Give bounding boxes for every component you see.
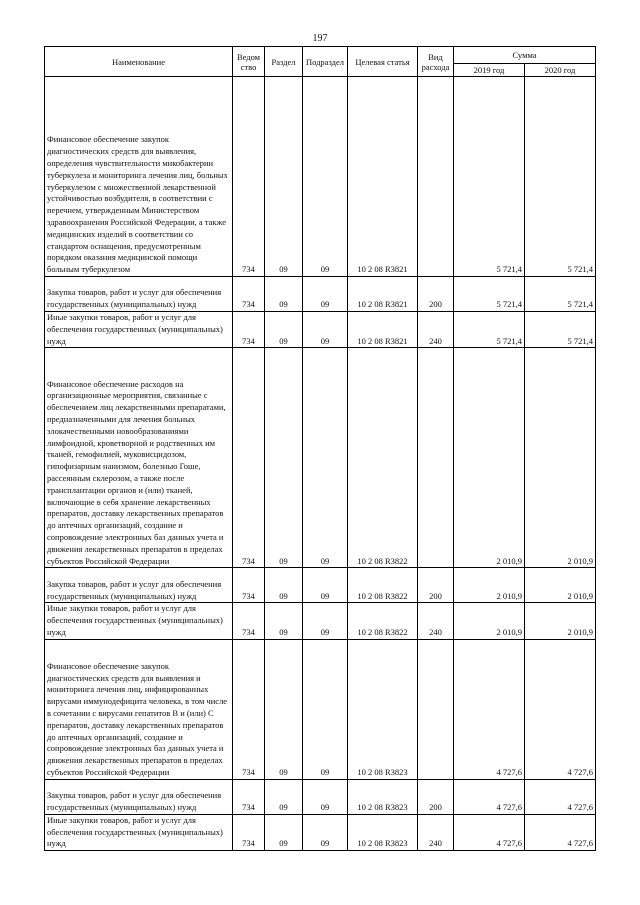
row-sum-2019: 2 010,9 (454, 603, 525, 639)
row-name: Иные закупки товаров, работ и услуг для обеспечения государственных (муниципальных) нужд (45, 603, 233, 639)
row-target: 10 2 08 R3821 (348, 312, 418, 348)
budget-table (44, 46, 596, 851)
header-section: Раздел (265, 47, 303, 77)
row-name: Иные закупки товаров, работ и услуг для обеспечения государственных (муниципальных) нужд (45, 312, 233, 348)
table-row (45, 568, 596, 603)
row-sum-2020: 2 010,9 (525, 603, 596, 639)
row-subsection: 09 (303, 568, 348, 603)
row-sum-2020: 5 721,4 (525, 277, 596, 312)
row-subsection: 09 (303, 779, 348, 814)
row-subsection: 09 (303, 348, 348, 568)
table-body (45, 77, 596, 851)
table-row (45, 814, 596, 850)
row-section: 09 (265, 312, 303, 348)
page-number: 197 (312, 33, 328, 44)
row-expense-type (418, 639, 454, 779)
row-section: 09 (265, 639, 303, 779)
row-ministry: 734 (233, 603, 265, 639)
row-name: Иные закупки товаров, работ и услуг для обеспечения государственных (муниципальных) нужд (45, 814, 233, 850)
row-section: 09 (265, 77, 303, 277)
row-ministry: 734 (233, 77, 265, 277)
row-sum-2020: 4 727,6 (525, 639, 596, 779)
row-sum-2019: 2 010,9 (454, 348, 525, 568)
row-section: 09 (265, 779, 303, 814)
header-target: Целевая статья (348, 47, 418, 77)
row-ministry: 734 (233, 568, 265, 603)
header-expense-type: Вид расхода (418, 47, 454, 77)
row-target: 10 2 08 R3823 (348, 779, 418, 814)
row-target: 10 2 08 R3823 (348, 814, 418, 850)
row-ministry: 734 (233, 312, 265, 348)
row-sum-2020: 4 727,6 (525, 779, 596, 814)
header-subsection: Подраздел (303, 47, 348, 77)
row-section: 09 (265, 814, 303, 850)
row-sum-2020: 2 010,9 (525, 348, 596, 568)
row-sum-2019: 4 727,6 (454, 779, 525, 814)
row-section: 09 (265, 277, 303, 312)
row-name: Закупка товаров, работ и услуг для обеспечения государственных (муниципальных) нужд (45, 568, 233, 603)
table-row (45, 277, 596, 312)
table-row (45, 779, 596, 814)
row-subsection: 09 (303, 312, 348, 348)
table-row (45, 77, 596, 277)
row-expense-type: 240 (418, 312, 454, 348)
table-row (45, 639, 596, 779)
row-sum-2019: 5 721,4 (454, 277, 525, 312)
row-target: 10 2 08 R3822 (348, 568, 418, 603)
row-sum-2020: 2 010,9 (525, 568, 596, 603)
row-subsection: 09 (303, 603, 348, 639)
row-name: Закупка товаров, работ и услуг для обеспечения государственных (муниципальных) нужд (45, 779, 233, 814)
row-sum-2019: 4 727,6 (454, 814, 525, 850)
row-target: 10 2 08 R3822 (348, 603, 418, 639)
row-target: 10 2 08 R3823 (348, 639, 418, 779)
header-ministry: Ведом ство (233, 47, 265, 77)
row-target: 10 2 08 R3822 (348, 348, 418, 568)
row-sum-2019: 4 727,6 (454, 639, 525, 779)
row-ministry: 734 (233, 639, 265, 779)
row-subsection: 09 (303, 277, 348, 312)
row-sum-2020: 5 721,4 (525, 77, 596, 277)
table-row (45, 603, 596, 639)
row-expense-type: 200 (418, 568, 454, 603)
header-year-2019: 2019 год (454, 64, 525, 77)
row-ministry: 734 (233, 277, 265, 312)
row-name: Финансовое обеспечение закупок диагностических средств для выявления, определения чувствительности микобактерии туберкулеза и мониторинга лечения лиц, больных туберкулезом с множественной лекарственной устойчивостью возбудителя, в соответствии с перечнем, утвержденным Министерством здравоохранения Российской Федерации, а также медицинских изделий в соответствии со стандартом оснащения, предусмотренным порядком оказания медицинской помощи больным туберкулезом (45, 77, 233, 277)
row-section: 09 (265, 568, 303, 603)
header-sum: Сумма (454, 47, 596, 64)
row-name: Финансовое обеспечение расходов на организационные мероприятия, связанные с обеспечением лиц лекарственными препаратами, предназначенными для лечения больных злокачественными новообразованиями лимфоидной, кроветворной и родственных им тканей, гемофилией, муковисцидозом, гипофизарным нанизмом, болезнью Гоше, рассеянным склерозом, а также после трансплантации органов и (или) тканей, включающие в себя хранение лекарственных препаратов, доставку лекарственных препаратов до аптечных организаций, создание и сопровождение электронных баз данных учета и движения лекарственных препаратов в пределах субъектов Российской Федерации (45, 348, 233, 568)
row-subsection: 09 (303, 639, 348, 779)
table-row (45, 348, 596, 568)
row-expense-type: 200 (418, 779, 454, 814)
row-sum-2019: 5 721,4 (454, 77, 525, 277)
row-section: 09 (265, 603, 303, 639)
row-sum-2019: 5 721,4 (454, 312, 525, 348)
row-expense-type: 240 (418, 814, 454, 850)
row-name: Финансовое обеспечение закупок диагностических средств для выявления и мониторинга лечения лиц, инфицированных вирусами иммунодефицита человека, в том числе в сочетании с вирусами гепатитов B и (или) C препаратов, доставку лекарственных препаратов до аптечных организаций, создание и сопровождение электронных баз данных учета и движения лекарственных препаратов в пределах субъектов Российской Федерации (45, 639, 233, 779)
row-subsection: 09 (303, 77, 348, 277)
row-expense-type (418, 348, 454, 568)
row-sum-2020: 5 721,4 (525, 312, 596, 348)
header-year-2020: 2020 год (525, 64, 596, 77)
row-expense-type (418, 77, 454, 277)
table-row (45, 312, 596, 348)
row-subsection: 09 (303, 814, 348, 850)
row-expense-type: 200 (418, 277, 454, 312)
row-ministry: 734 (233, 814, 265, 850)
row-sum-2020: 4 727,6 (525, 814, 596, 850)
row-ministry: 734 (233, 348, 265, 568)
row-sum-2019: 2 010,9 (454, 568, 525, 603)
row-target: 10 2 08 R3821 (348, 77, 418, 277)
row-section: 09 (265, 348, 303, 568)
row-target: 10 2 08 R3821 (348, 277, 418, 312)
row-ministry: 734 (233, 779, 265, 814)
row-name: Закупка товаров, работ и услуг для обеспечения государственных (муниципальных) нужд (45, 277, 233, 312)
row-expense-type: 240 (418, 603, 454, 639)
header-name: Наименование (45, 47, 233, 77)
